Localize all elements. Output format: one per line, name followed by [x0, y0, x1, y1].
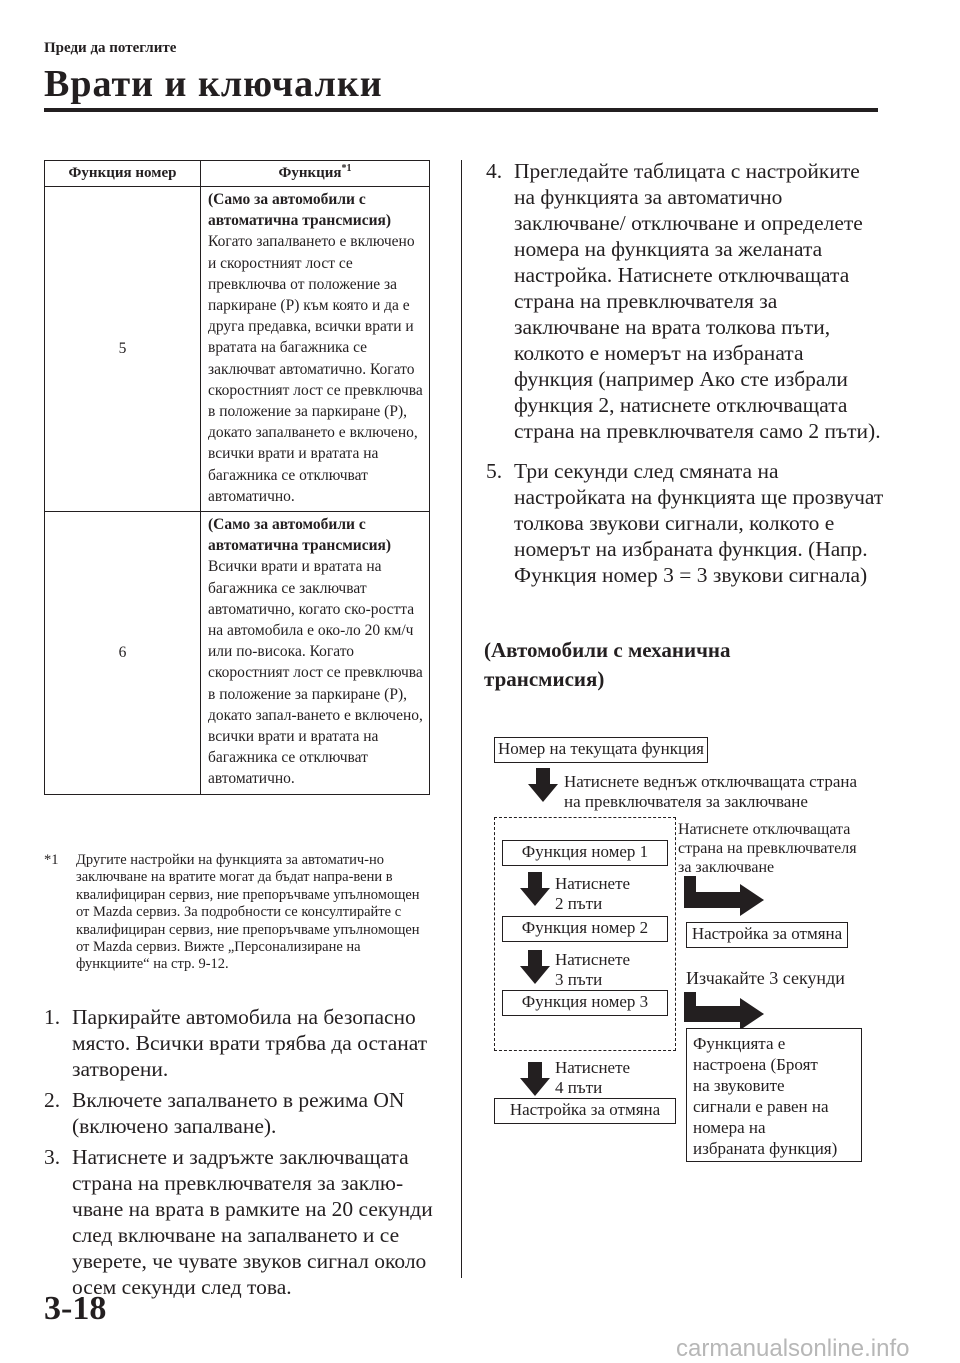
list-item: 3. Натиснете и задръжте заключващата страна на превключвателя за заклю-чване на врата в рамките на 20 секунди след включване на запалването и се уверете, че чувате звуков сигнал около осем секунди след това. [44, 1145, 433, 1299]
flow-step-label: Натиснете 2 пъти [555, 874, 631, 913]
flow-step-label: Натиснете веднъж отключващата страна на превключвателя за заключване [564, 772, 858, 811]
col-header-function: Функция$^{*1}$ [201, 161, 430, 187]
function-table [44, 160, 430, 795]
down-arrow-icon [520, 1062, 550, 1096]
header-divider [44, 108, 878, 112]
function-condition: (Само за автомобили с автоматична трансмисия) [208, 191, 392, 230]
flow-step-label: Натиснете 4 пъти [555, 1058, 631, 1097]
current-function-box: Номер на текущата функция [494, 737, 708, 763]
column-divider [461, 160, 462, 1278]
list-item: 1. Паркирайте автомобила на безопасно място. Всички врати трябва да останат затворени. [44, 1005, 428, 1081]
function-2-box: Функция номер 2 [502, 916, 668, 942]
list-item: 4. Прегледайте таблицата с настройките на функцията за автоматично заключване/ отключване и определете номера на функцията за желаната настройка. Натиснете отключващата страна на превключвателя за заключване на врата толкова пъти, колкото е номерът на избраната функция (например Ако сте избрали функция 2, натиснете отключващата страна на превключвателя само 2 пъти). [486, 159, 881, 443]
function-text: Всички врати и вратата на багажника се заключват автоматично, когато ско-ростта на автомобила е око-ло 20 км/ч или по-висока. Когато скоростният лост се превключва в положение за паркиране (P), докато запал-ването е включено, всички врати и вратата на багажника се отключват автоматично. [208, 558, 423, 788]
wait-label: Изчакайте 3 секунди [686, 968, 845, 988]
page-number: 3-18 [44, 1290, 107, 1327]
footnote [44, 852, 436, 974]
cancel-setting-box: Настройка за отмяна [686, 922, 848, 948]
footnote-mark: *1 [44, 852, 59, 868]
flow-step-label: Натиснете 3 пъти [555, 950, 631, 989]
flow-step-label: Натиснете отключващата страна на превключвателя за заключване [678, 821, 857, 876]
watermark: carmanualsonline.info [676, 1335, 910, 1362]
cancel-setting-box: Настройка за отмяна [494, 1098, 676, 1124]
steps-list-right [486, 158, 886, 588]
function-set-box: Функцията е настроена (Броят на звуковите сигнали е равен на номера на избраната функция) [686, 1028, 862, 1162]
function-description [201, 512, 430, 795]
function-condition: (Само за автомобили с автоматична трансмисия) [208, 516, 392, 555]
page-title: Врати и ключалки [44, 63, 383, 105]
section-label: Преди да потеглите [44, 40, 177, 56]
function-number: 5 [45, 187, 201, 512]
col-header-number: Функция номер [45, 161, 201, 187]
down-arrow-icon [520, 950, 550, 984]
steps-list-left [44, 1004, 444, 1300]
function-3-box: Функция номер 3 [502, 990, 668, 1016]
table-header-row [45, 161, 430, 187]
list-item: 5. Три секунди след смяната на настройката на функцията ще прозвучат толкова звукови сигнали, колкото е номерът на избраната функция. (Напр. Функция номер 3 = 3 звукови сигнала) [486, 459, 884, 587]
bent-arrow-icon [684, 876, 764, 918]
table-row [45, 187, 430, 512]
footnote-text: Другите настройки на функцията за автоматич-но заключване на вратите могат да бъдат напра-вени в квалифициран сервиз, ние препоръчваме упълномощен от Mazda сервиз. За подробности се консултирайте с квалифициран сервиз, ние препоръчваме упълномощен от Mazda сервиз. Вижте „Персонализиране на функциите“ на стр. 9-12. [76, 852, 420, 973]
function-1-box: Функция номер 1 [502, 840, 668, 866]
down-arrow-icon [528, 768, 558, 802]
section-heading: (Автомобили с механична трансмисия) [484, 638, 731, 691]
list-item: 2. Включете запалването в режима ON (включено запалване). [44, 1088, 405, 1138]
bent-arrow-icon [684, 992, 764, 1032]
down-arrow-icon [520, 872, 550, 906]
function-text: Когато запалването е включено и скоростният лост се превключва от положение за паркиране (P) към която и да е друга предавка, всички врати и вратата на багажника се заключват автоматично. Когато скоростният лост се превключва в положение за паркиране (P), докато запалването е включено, всички врати и вратата на багажника се отключват автоматично. [208, 233, 423, 505]
table-row [45, 512, 430, 795]
function-number: 6 [45, 512, 201, 795]
function-description [201, 187, 430, 512]
